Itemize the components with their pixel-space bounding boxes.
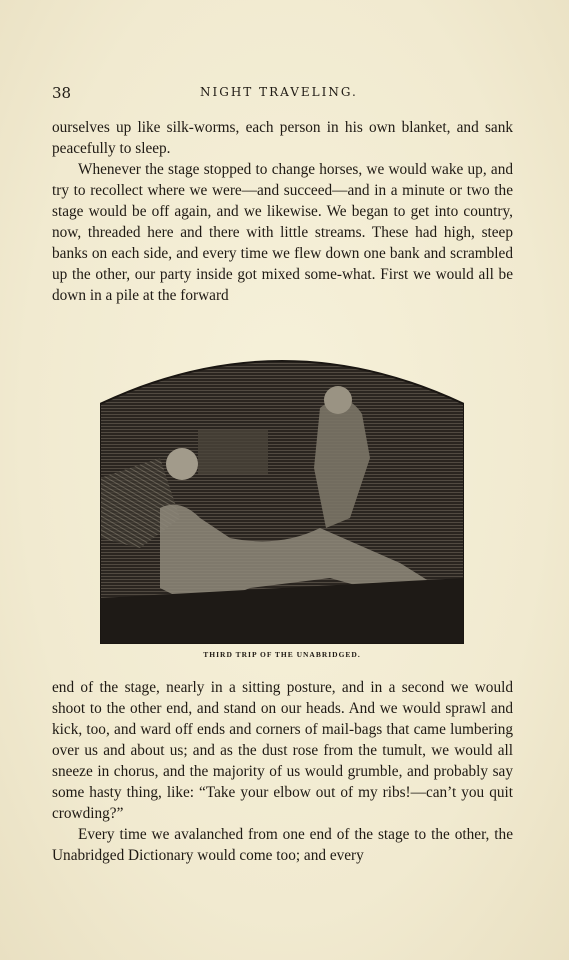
passenger-head [166,448,198,480]
paragraph: Every time we avalanched from one end of the stage to the other, the Unabridged Dictionary would come too; and every [52,826,513,864]
seated-passenger-head [324,386,352,414]
running-head: NIGHT TRAVELING. [200,85,358,99]
body-text-bottom [52,677,513,866]
page-number: 38 [52,84,72,102]
page-header [52,84,512,104]
paragraph: Whenever the stage stopped to change horses, we would wake up, and try to recollect where we were—and succeed—and in a minute or two the stage would be off again, and we likewise. We began to get into country, now, threaded here and there with little streams. These had high, steep banks on each side, and every time we flew down one bank and scrambled up the other, our party inside got mixed some-what. First we would all be down in a pile at the forward [52,161,513,304]
figure-caption: THIRD TRIP OF THE UNABRIDGED. [203,650,361,659]
dictionary-book [198,430,268,474]
body-text-top [52,117,513,306]
paragraph-continued: ourselves up like silk-worms, each person in his own blanket, and sank peacefully to sleep. [52,119,513,157]
engraving-illustration [100,348,464,644]
paragraph-continued: end of the stage, nearly in a sitting posture, and in a second we would shoot to the other end, and stand on our heads. And we would sprawl and kick, too, and ward off ends and corners of mail-bags that came lumbering over us and about us; and as the dust rose from the tumult, we would all sneeze in chorus, and the majority of us would grumble, and probably say some hasty thing, like: “Take your elbow out of my ribs!—can’t you quit crowding?” [52,679,513,822]
